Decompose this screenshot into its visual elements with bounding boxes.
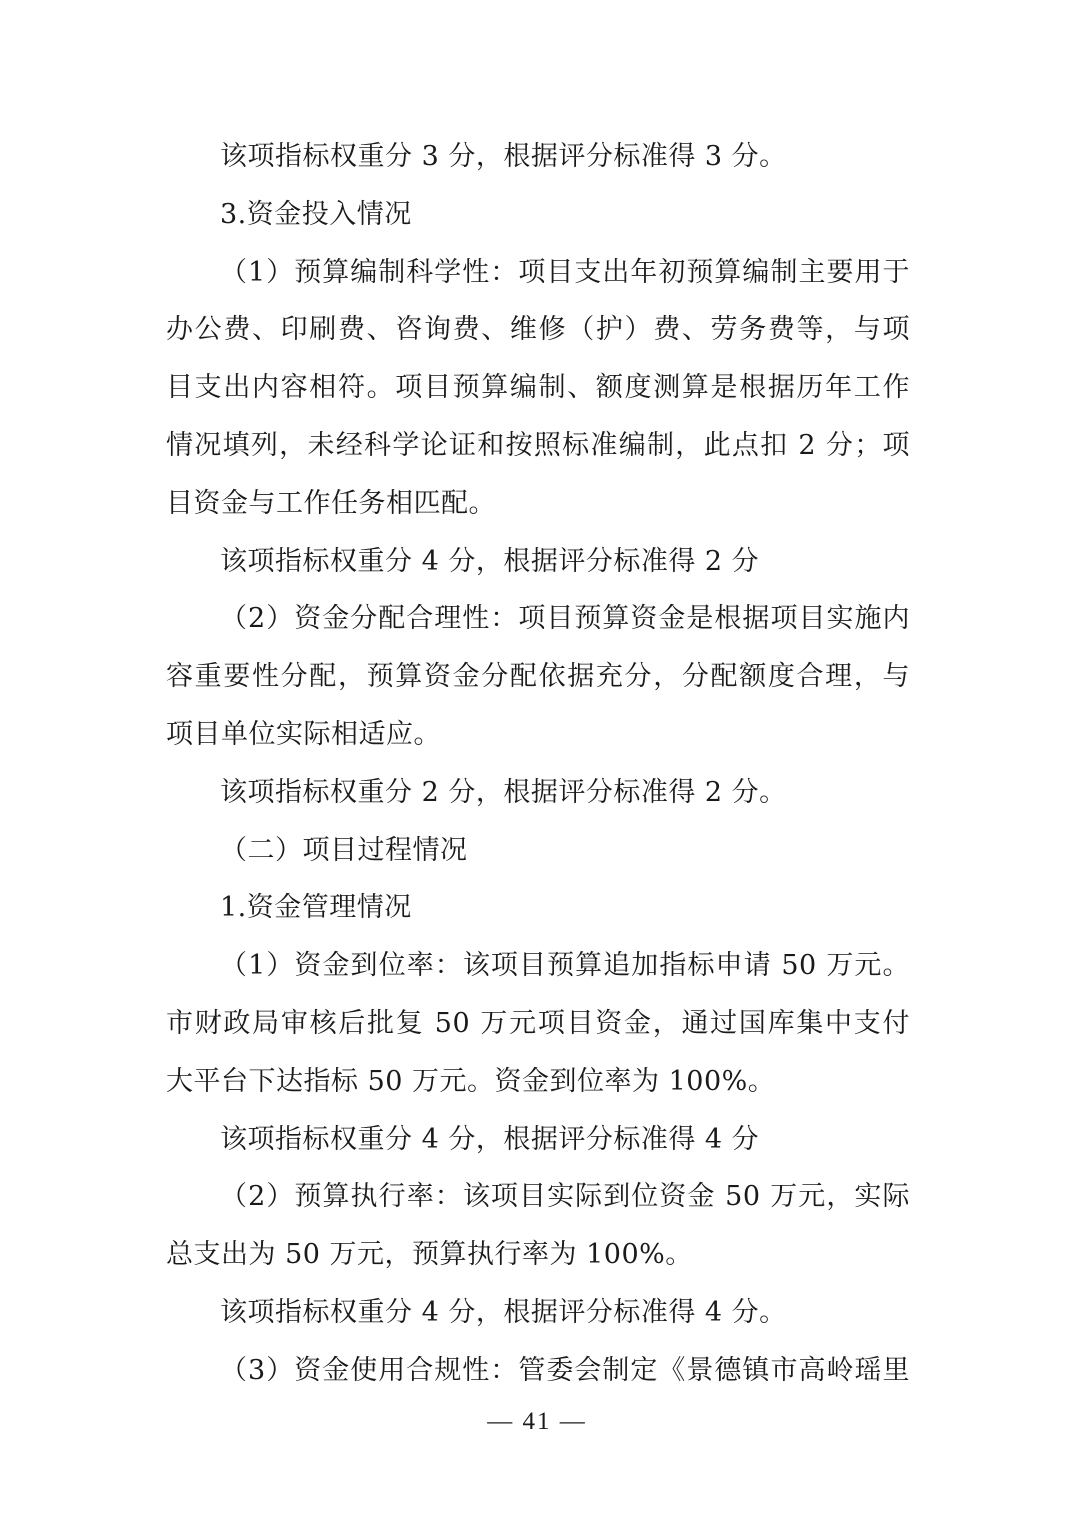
- text-line: 总支出为 50 万元，预算执行率为 100%。: [166, 1239, 693, 1271]
- section-heading: （二）项目过程情况: [220, 834, 468, 866]
- text-line: 该项指标权重分 3 分，根据评分标准得 3 分。: [220, 141, 787, 172]
- text-line: 该项指标权重分 4 分，根据评分标准得 2 分: [220, 545, 760, 577]
- section-heading: 3.资金投入情况: [220, 198, 412, 230]
- page-number: — 41 —: [487, 1408, 587, 1435]
- text-line: 该项指标权重分 4 分，根据评分标准得 4 分。: [220, 1296, 787, 1328]
- text-line: 项目单位实际相适应。: [166, 718, 441, 750]
- text-line: （3）资金使用合规性：管委会制定《景德镇市高岭瑶里: [220, 1354, 910, 1386]
- section-heading: 1.资金管理情况: [220, 892, 412, 924]
- text-line: （2）预算执行率：该项目实际到位资金 50 万元，实际: [220, 1181, 910, 1213]
- text-line: （1）预算编制科学性：项目支出年初预算编制主要用于: [220, 256, 910, 288]
- text-line: （2）资金分配合理性：项目预算资金是根据项目实施内: [220, 603, 910, 635]
- text-line: 市财政局审核后批复 50 万元项目资金，通过国库集中支付: [166, 1007, 910, 1039]
- text-line: 目支出内容相符。项目预算编制、额度测算是根据历年工作: [166, 372, 910, 404]
- text-line: 该项指标权重分 4 分，根据评分标准得 4 分: [220, 1123, 760, 1155]
- text-line: 大平台下达指标 50 万元。资金到位率为 100%。: [166, 1065, 776, 1097]
- text-line: 容重要性分配，预算资金分配依据充分，分配额度合理，与: [166, 661, 910, 693]
- text-line: （1）资金到位率：该项目预算追加指标申请 50 万元。: [220, 950, 910, 982]
- text-line: 目资金与工作任务相匹配。: [166, 487, 496, 519]
- body-text: [166, 128, 910, 1400]
- text-line: 该项指标权重分 2 分，根据评分标准得 2 分。: [220, 776, 787, 808]
- text-line: 办公费、印刷费、咨询费、维修（护）费、劳务费等，与项: [166, 314, 910, 346]
- text-line: 情况填列，未经科学论证和按照标准编制，此点扣 2 分；项: [166, 429, 910, 461]
